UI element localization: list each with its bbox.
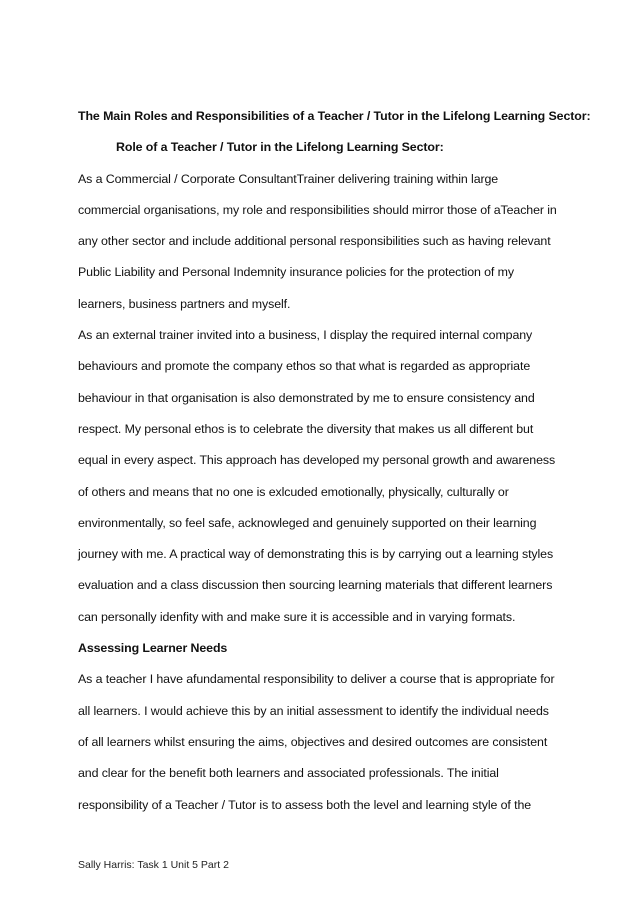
sub-title: Role of a Teacher / Tutor in the Lifelong Learning Sector: (116, 140, 444, 155)
paragraph-line: As an external trainer invited into a business, I display the required internal company (78, 328, 533, 343)
paragraph-line: As a Commercial / Corporate ConsultantTrainer delivering training within large (78, 171, 499, 186)
paragraph-line: evaluation and a class discussion then sourcing learning materials that different learners (78, 578, 553, 593)
section-line: and clear for the benefit both learners and associated professionals. The initial (78, 766, 499, 781)
paragraph-line: environmentally, so feel safe, acknowleged and genuinely supported on their learning (78, 515, 537, 530)
section-line: all learners. I would achieve this by an initial assessment to identify the individual needs (78, 703, 549, 718)
paragraph-line: respect. My personal ethos is to celebrate the diversity that makes us all different but (78, 421, 534, 436)
main-title: The Main Roles and Responsibilities of a Teacher / Tutor in the Lifelong Learning Sector: (78, 109, 591, 123)
paragraph-line: equal in every aspect. This approach has developed my personal growth and awareness (78, 453, 556, 468)
paragraph-line: any other sector and include additional personal responsibilities such as having relevant (78, 234, 551, 249)
paragraph-line: journey with me. A practical way of demonstrating this is by carrying out a learning styles (78, 547, 554, 562)
document-body (78, 106, 591, 826)
section-heading: Assessing Learner Needs (78, 641, 228, 656)
section-line: responsibility of a Teacher / Tutor is to assess both the level and learning style of the (78, 797, 532, 812)
section-line: As a teacher I have afundamental responsibility to deliver a course that is appropriate for (78, 672, 555, 687)
page-footer: Sally Harris: Task 1 Unit 5 Part 2 (78, 859, 229, 871)
paragraph-line: behaviour in that organisation is also demonstrated by me to ensure consistency and (78, 390, 535, 405)
paragraph-line: Public Liability and Personal Indemnity insurance policies for the protection of my (78, 265, 514, 280)
paragraph-line: commercial organisations, my role and responsibilities should mirror those of aTeacher in (78, 202, 557, 217)
section-line: of all learners whilst ensuring the aims, objectives and desired outcomes are consistent (78, 734, 548, 749)
paragraph-line: learners, business partners and myself. (78, 296, 291, 311)
paragraph-line: of others and means that no one is exlcuded emotionally, physically, culturally or (78, 484, 509, 499)
paragraph-line: behaviours and promote the company ethos so that what is regarded as appropriate (78, 359, 531, 374)
paragraph-line: can personally idenfity with and make sure it is accessible and in varying formats. (78, 609, 516, 624)
